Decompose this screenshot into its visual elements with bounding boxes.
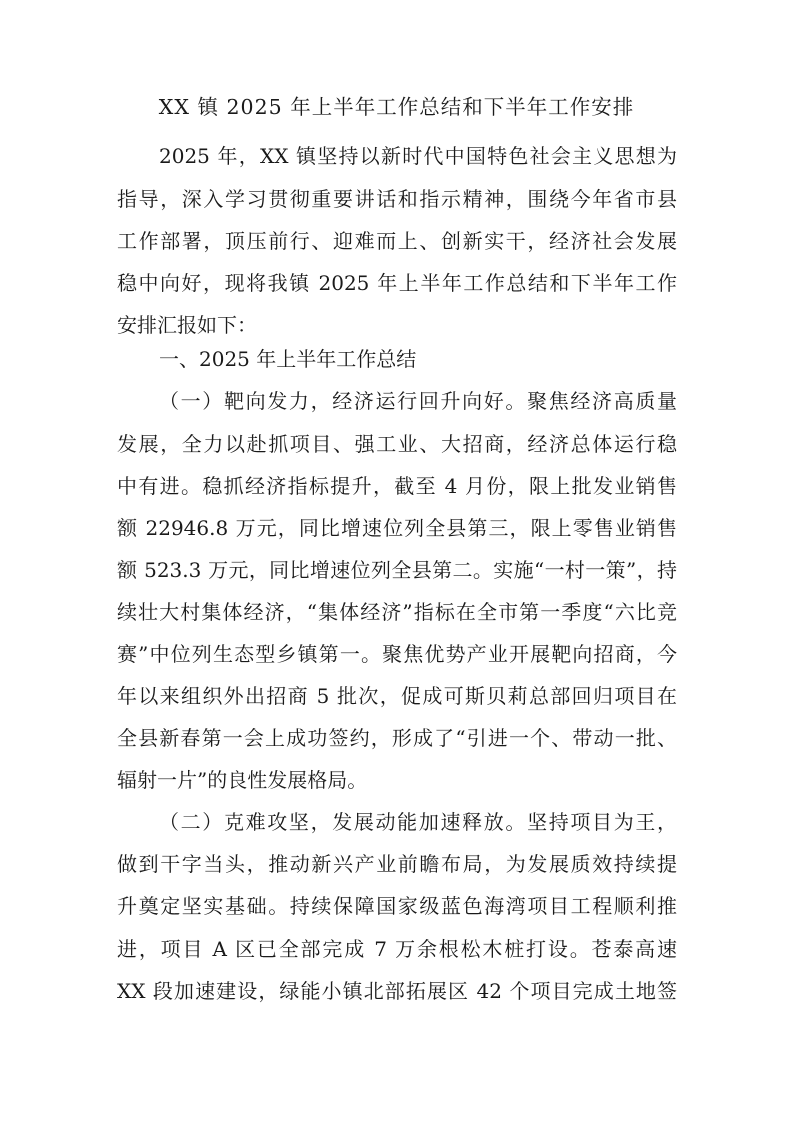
section-1-paragraph-line: 辐射一片”的良性发展格局。 [117,768,368,792]
section-2-paragraph-line: XX 段加速建设，绿能小镇北部拓展区 42 个项目完成土地签 [117,979,677,1003]
section-1-paragraph-line: （一）靶向发力，经济运行回升向好。聚焦经济高质量 [159,389,677,413]
section-1-paragraph-line: 年以来组织外出招商 5 批次，促成可斯贝莉总部回归项目在 [117,684,677,708]
intro-paragraph-line: 2025 年，XX 镇坚持以新时代中国特色社会主义思想为 [159,144,677,168]
section-2-paragraph-line: （二）克难攻坚，发展动能加速释放。坚持项目为王， [159,810,677,834]
intro-paragraph-line: 指导，深入学习贯彻重要讲话和指示精神，围绕今年省市县 [117,187,677,211]
document-title: XX 镇 2025 年上半年工作总结和下半年工作安排 [158,95,635,119]
intro-paragraph-line: 稳中向好，现将我镇 2025 年上半年工作总结和下半年工作 [117,271,677,295]
section-2-paragraph-line: 进，项目 A 区已全部完成 7 万余根松木桩打设。苍泰高速 [117,937,677,961]
section-1-paragraph-line: 续壮大村集体经济，“集体经济”指标在全市第一季度“六比竞 [117,600,677,624]
intro-paragraph-line: 工作部署，顶压前行、迎难而上、创新实干，经济社会发展 [117,229,677,253]
section-2-paragraph-line: 做到干字当头，推动新兴产业前瞻布局，为发展质效持续提 [117,852,677,876]
section-heading: 一、2025 年上半年工作总结 [159,347,417,371]
section-1-paragraph-line: 赛”中位列生态型乡镇第一。聚焦优势产业开展靶向招商，今 [117,642,677,666]
section-1-paragraph-line: 额 22946.8 万元，同比增速位列全县第三，限上零售业销售 [117,516,677,540]
section-1-paragraph-line: 全县新春第一会上成功签约，形成了“引进一个、带动一批、 [117,726,677,750]
intro-paragraph-line: 安排汇报如下： [117,313,257,337]
section-1-paragraph-line: 发展，全力以赴抓项目、强工业、大招商，经济总体运行稳 [117,432,677,456]
section-2-paragraph-line: 升奠定坚实基础。持续保障国家级蓝色海湾项目工程顺利推 [117,894,677,918]
section-1-paragraph-line: 中有进。稳抓经济指标提升，截至 4 月份，限上批发业销售 [117,474,677,498]
section-1-paragraph-line: 额 523.3 万元，同比增速位列全县第二。实施“一村一策”，持 [117,558,677,582]
